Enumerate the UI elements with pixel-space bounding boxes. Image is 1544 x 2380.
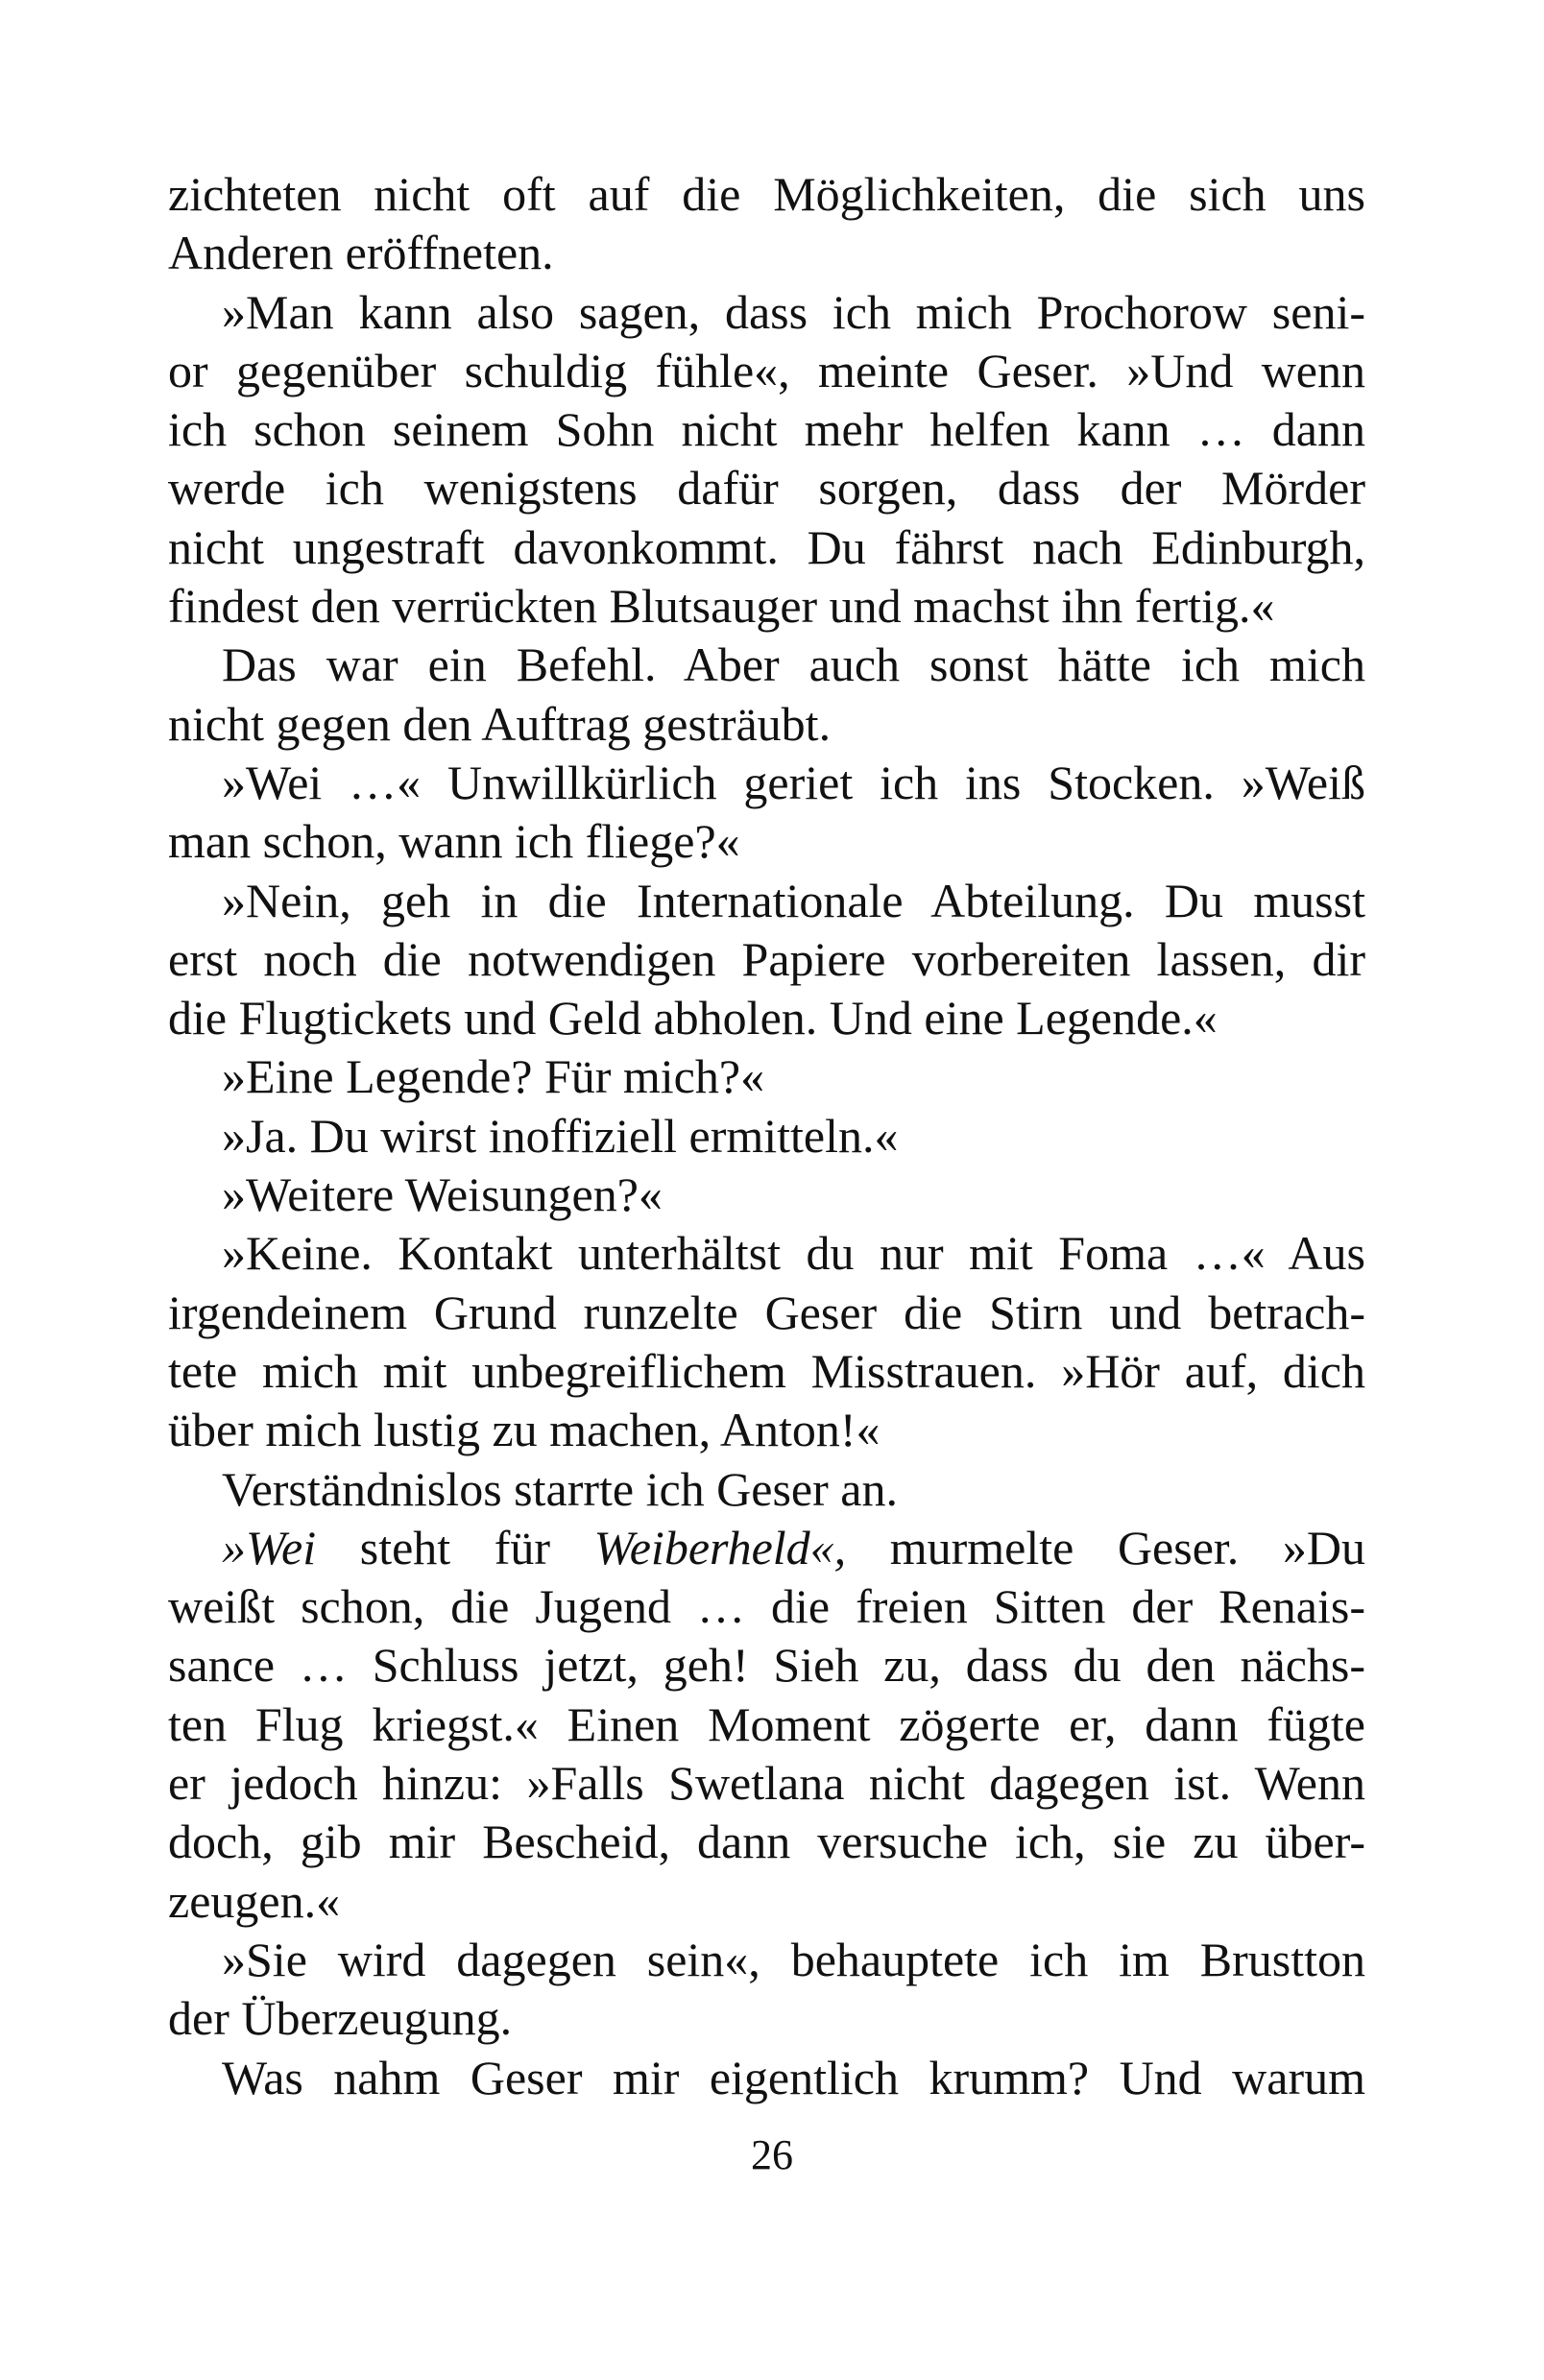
text-line: »Sie wird dagegen sein«, behauptete ich im Brustton xyxy=(222,1932,1365,1986)
text-line: zeugen.« xyxy=(168,1873,341,1928)
text-line: Das war ein Befehl. Aber auch sonst hätte ich mich xyxy=(222,637,1365,692)
text-line: »Ja. Du wirst inoffiziell ermitteln.« xyxy=(222,1108,899,1163)
body-text xyxy=(168,165,1365,2107)
text-line: »Nein, geh in die Internationale Abteilung. Du musst xyxy=(222,873,1365,927)
text-line: Anderen eröffneten. xyxy=(168,226,554,280)
text-line: »Keine. Kontakt unterhältst du nur mit Foma …« Aus xyxy=(222,1226,1365,1281)
italic-run: »Wei xyxy=(222,1520,317,1575)
italic-run: Weiberheld«, xyxy=(593,1520,847,1575)
text-line: irgendeinem Grund runzelte Geser die Stirn und betrach- xyxy=(168,1285,1365,1339)
text-line: or gegenüber schuldig fühle«, meinte Geser. »Und wenn xyxy=(168,343,1365,397)
text-line: Was nahm Geser mir eigentlich krumm? Und warum xyxy=(222,2050,1365,2104)
text-line: die Flugtickets und Geld abholen. Und eine Legende.« xyxy=(168,991,1218,1046)
text-line: man schon, wann ich fliege?« xyxy=(168,814,740,869)
text-line: ich schon seinem Sohn nicht mehr helfen kann … dann xyxy=(168,402,1365,457)
text-line: Verständnislos starrte ich Geser an. xyxy=(222,1461,898,1516)
text-line-mixed xyxy=(168,1519,1365,1577)
text-line: sance … Schluss jetzt, geh! Sieh zu, dass du den nächs- xyxy=(168,1638,1365,1693)
text-line: nicht gegen den Auftrag gesträubt. xyxy=(168,696,832,751)
text-line: tete mich mit unbegreiflichem Misstrauen. »Hör auf, dich xyxy=(168,1343,1365,1398)
text-line: weißt schon, die Jugend … die freien Sitten der Renais- xyxy=(168,1579,1365,1634)
text-line: zichteten nicht oft auf die Möglichkeiten, die sich uns xyxy=(168,167,1365,221)
text-line: der Überzeugung. xyxy=(168,1991,513,2046)
text-line: er jedoch hinzu: »Falls Swetlana nicht dagegen ist. Wenn xyxy=(168,1756,1365,1811)
text-line: doch, gib mir Bescheid, dann versuche ich, sie zu über- xyxy=(168,1815,1365,1869)
text-line: »Eine Legende? Für mich?« xyxy=(222,1049,765,1104)
text-line: »Weitere Weisungen?« xyxy=(222,1167,663,1222)
page-number: 26 xyxy=(751,2131,793,2178)
text-line: findest den verrückten Blutsauger und machst ihn fertig.« xyxy=(168,579,1275,634)
text-line: nicht ungestraft davonkommt. Du fährst nach Edinburgh, xyxy=(168,519,1365,574)
text-line: werde ich wenigstens dafür sorgen, dass der Mörder xyxy=(168,461,1365,516)
plain-run: steht für xyxy=(316,1520,594,1575)
text-line: »Man kann also sagen, dass ich mich Prochorow seni- xyxy=(222,284,1365,339)
text-line: über mich lustig zu machen, Anton!« xyxy=(168,1403,881,1457)
plain-run: murmelte Geser. »Du xyxy=(846,1520,1365,1575)
text-line: erst noch die notwendigen Papiere vorbereiten lassen, dir xyxy=(168,931,1365,986)
text-line: »Wei …« Unwillkürlich geriet ich ins Stocken. »Weiß xyxy=(222,755,1365,809)
text-line: ten Flug kriegst.« Einen Moment zögerte er, dann fügte xyxy=(168,1696,1365,1751)
